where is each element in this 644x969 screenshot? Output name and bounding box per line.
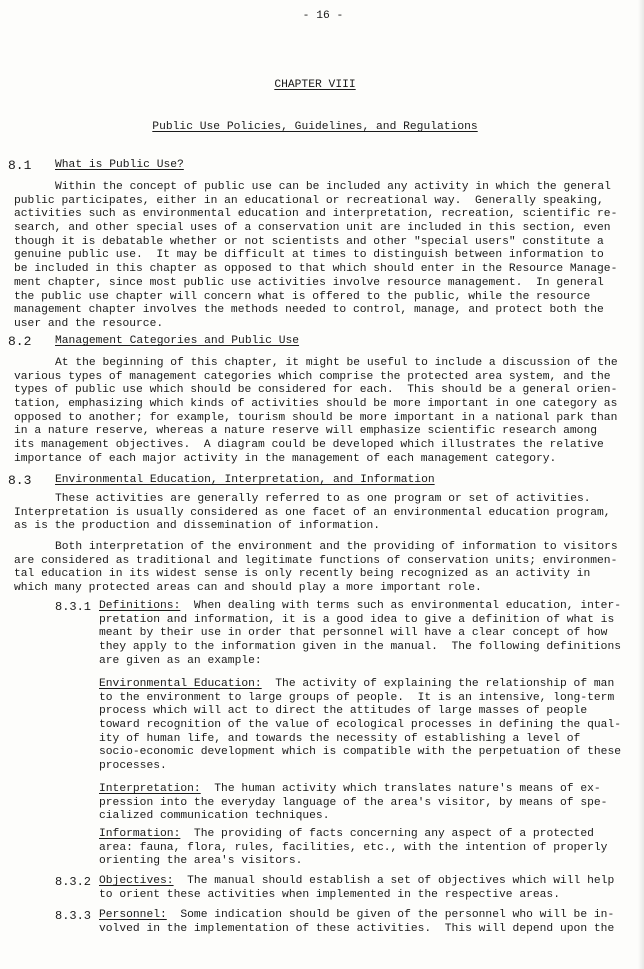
text-line bbox=[14, 222, 617, 236]
text-line bbox=[99, 760, 621, 774]
text-line bbox=[14, 208, 617, 222]
text-line bbox=[14, 249, 617, 263]
line-text: When dealing with terms such as environmental education, inter- bbox=[180, 600, 622, 612]
text-line bbox=[99, 909, 614, 923]
subsection-number: 8.3.3 bbox=[55, 909, 92, 923]
text-line bbox=[14, 195, 617, 209]
line-text: ity of human life, and towards the necessity of establishing a level of bbox=[99, 732, 581, 745]
text-line bbox=[14, 425, 618, 439]
line-text: process which will act to direct the attitudes of large masses of people bbox=[99, 705, 588, 718]
text-line bbox=[99, 641, 621, 655]
line-text: orienting the area's visitors. bbox=[99, 855, 303, 868]
text-line bbox=[14, 357, 618, 371]
line-text: types of public use which should be considered for each. This should be a general orien- bbox=[14, 384, 618, 397]
section-body bbox=[14, 181, 617, 332]
line-text: pretation and information, it is a good idea to give a definition of what is bbox=[99, 613, 615, 626]
text-line bbox=[99, 828, 607, 842]
line-text: Within the concept of public use can be included any activity in which the general bbox=[55, 181, 611, 193]
section-heading: Environmental Education, Interpretation, and Information bbox=[55, 474, 435, 486]
section-body bbox=[14, 357, 618, 467]
line-text: ment chapter, since most public use activities involve resource management. In general bbox=[14, 276, 604, 289]
text-line bbox=[14, 493, 611, 507]
text-line bbox=[99, 923, 614, 937]
line-text: pression into the everyday language of the area's visitor, by means of spe- bbox=[99, 796, 608, 809]
definition-information bbox=[99, 828, 607, 869]
text-line bbox=[14, 412, 618, 426]
text-line bbox=[99, 655, 621, 669]
text-line bbox=[14, 291, 617, 305]
line-text: tation, emphasizing which kinds of activities should be more important in one category as bbox=[14, 398, 618, 411]
line-text: though it is debatable whether or not scientists and other "special users" constitute a bbox=[14, 235, 604, 248]
line-text: are given as an example: bbox=[99, 654, 262, 667]
section-body bbox=[14, 541, 618, 596]
line-text: to orient these activities when implemented in the respective areas. bbox=[99, 888, 560, 901]
text-line bbox=[14, 277, 617, 291]
text-line bbox=[14, 439, 618, 453]
line-text: area: fauna, flora, rules, facilities, etc., with the intention of properly bbox=[99, 841, 608, 854]
text-line bbox=[99, 842, 607, 856]
line-text: Both interpretation of the environment and the providing of information to visitors bbox=[55, 541, 618, 553]
text-line bbox=[99, 627, 621, 641]
line-text: in a nature reserve, whereas a nature reserve will emphasize scientific research among bbox=[14, 425, 598, 438]
line-text: management chapter involves the methods needed to control, manage, and protect both the bbox=[14, 304, 604, 317]
text-line bbox=[99, 797, 607, 811]
term-label: Personnel: bbox=[99, 909, 167, 921]
objectives-paragraph bbox=[99, 875, 614, 902]
text-line bbox=[99, 600, 621, 614]
text-line bbox=[14, 453, 618, 467]
line-text: genuine public use. It may be difficult at times to distinguish between information to bbox=[14, 249, 604, 262]
subsection-number: 8.3.2 bbox=[55, 875, 92, 889]
chapter-heading: CHAPTER VIII bbox=[274, 79, 356, 91]
line-text: The human activity which translates nature's means of ex- bbox=[200, 783, 601, 795]
line-text: volved in the implementation of these activities. This will depend upon the bbox=[99, 922, 615, 935]
text-line bbox=[14, 555, 618, 569]
section-number: 8.3 bbox=[8, 473, 32, 488]
term-label: Environmental Education: bbox=[99, 678, 262, 690]
line-text: The providing of facts concerning any aspect of a protected bbox=[180, 828, 594, 840]
line-text: the public use chapter will concern what is offered to the public, while the resource bbox=[14, 290, 591, 303]
definitions-paragraph bbox=[99, 600, 621, 668]
line-text: Some indication should be given of the personnel who will be in- bbox=[166, 909, 615, 921]
text-line bbox=[99, 855, 607, 869]
text-line bbox=[14, 384, 618, 398]
text-line bbox=[14, 398, 618, 412]
text-line bbox=[99, 719, 621, 733]
line-text: as is the production and dissemination of information. bbox=[14, 520, 381, 533]
text-line bbox=[99, 692, 621, 706]
text-line bbox=[14, 263, 617, 277]
line-text: Interpretation is usually considered as one facet of an environmental education program, bbox=[14, 506, 611, 519]
page-edge-shadow bbox=[638, 0, 644, 969]
text-line bbox=[14, 304, 617, 318]
line-text: The activity of explaining the relationship of man bbox=[261, 678, 615, 690]
text-line bbox=[99, 614, 621, 628]
line-text: socio-economic development which is compatible with the perpetuation of these bbox=[99, 746, 622, 759]
line-text: At the beginning of this chapter, it might be useful to include a discussion of the bbox=[55, 357, 618, 369]
section-number: 8.2 bbox=[8, 334, 32, 349]
section-heading: What is Public Use? bbox=[55, 159, 184, 171]
term-label: Objectives: bbox=[99, 875, 174, 887]
personnel-paragraph bbox=[99, 909, 614, 936]
line-text: processes. bbox=[99, 760, 167, 773]
text-line bbox=[99, 678, 621, 692]
text-line bbox=[99, 810, 607, 824]
line-text: toward recognition of the value of ecological processes in defining the qual- bbox=[99, 719, 622, 732]
line-text: The manual should establish a set of objectives which will help bbox=[173, 875, 615, 887]
line-text: These activities are generally referred to as one program or set of activities. bbox=[55, 493, 591, 505]
subsection-number: 8.3.1 bbox=[55, 600, 92, 614]
chapter-title: Public Use Policies, Guidelines, and Regulations bbox=[152, 121, 478, 133]
text-line bbox=[99, 889, 614, 903]
line-text: various types of management categories which comprise the protected area system, and the bbox=[14, 370, 611, 383]
text-line bbox=[14, 568, 618, 582]
page-number: - 16 - bbox=[302, 10, 344, 22]
section-number: 8.1 bbox=[8, 158, 32, 173]
term-label: Interpretation: bbox=[99, 783, 201, 795]
line-text: which many protected areas can and should play a more important role. bbox=[14, 582, 482, 595]
definition-environmental-education bbox=[99, 678, 621, 774]
text-line bbox=[14, 541, 618, 555]
line-text: they apply to the information given in the manual. The following definitions bbox=[99, 641, 622, 654]
text-line bbox=[14, 582, 618, 596]
line-text: tal education in its widest sense is only recently being recognized as an activity in bbox=[14, 568, 591, 581]
line-text: be included in this chapter as opposed to that which should enter in the Resource Manage- bbox=[14, 263, 618, 276]
text-line bbox=[14, 236, 617, 250]
line-text: importance of each major activity in the management of each management category. bbox=[14, 452, 557, 465]
line-text: activities such as environmental education and interpretation, recreation, scientific re- bbox=[14, 208, 618, 221]
text-line bbox=[14, 318, 617, 332]
line-text: to the environment to large groups of people. It is an intensive, long-term bbox=[99, 691, 615, 704]
term-label: Information: bbox=[99, 828, 181, 840]
line-text: public participates, either in an educational or recreational way. Generally speaking, bbox=[14, 194, 604, 207]
text-line bbox=[99, 875, 614, 889]
text-line bbox=[14, 507, 611, 521]
section-body bbox=[14, 493, 611, 534]
line-text: meant by their use in order that personnel will have a clear concept of how bbox=[99, 627, 608, 640]
definition-interpretation bbox=[99, 783, 607, 824]
line-text: cialized communication techniques. bbox=[99, 810, 330, 823]
line-text: search, and other special uses of a conservation unit are included in this section, even bbox=[14, 222, 611, 235]
line-text: user and the resource. bbox=[14, 317, 164, 330]
section-heading: Management Categories and Public Use bbox=[55, 335, 300, 347]
line-text: its management objectives. A diagram could be developed which illustrates the relative bbox=[14, 439, 604, 452]
text-line bbox=[99, 746, 621, 760]
text-line bbox=[99, 705, 621, 719]
text-line bbox=[99, 733, 621, 747]
line-text: opposed to another; for example, tourism should be more important in a national park than bbox=[14, 411, 618, 424]
text-line bbox=[14, 181, 617, 195]
text-line bbox=[14, 371, 618, 385]
text-line bbox=[99, 783, 607, 797]
text-line bbox=[14, 520, 611, 534]
line-text: are considered as traditional and legitimate functions of conservation units; environmen- bbox=[14, 554, 618, 567]
term-label: Definitions: bbox=[99, 600, 181, 612]
